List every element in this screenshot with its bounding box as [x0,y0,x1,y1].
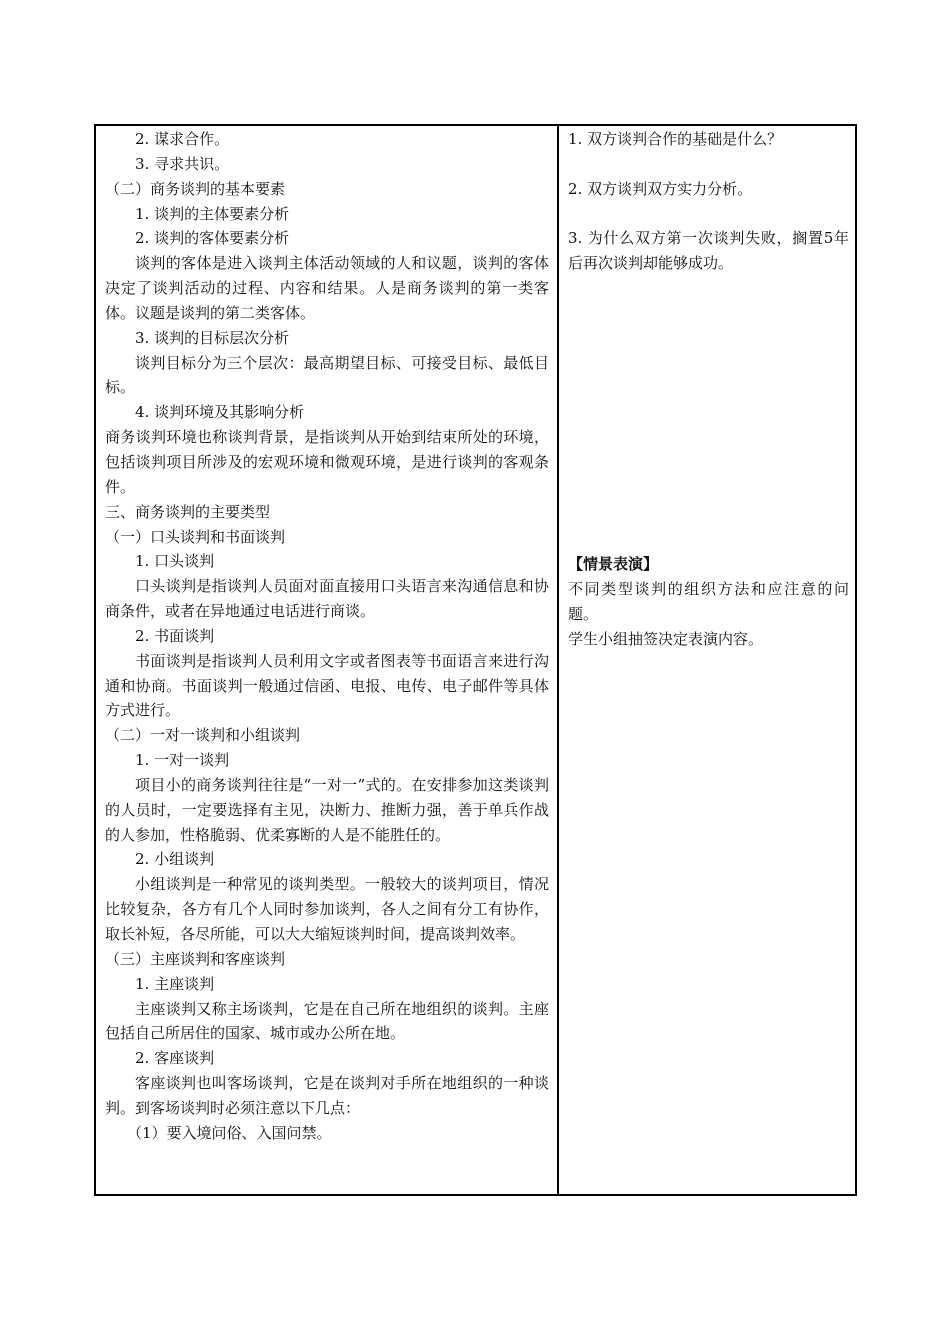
paragraph: 主座谈判又称主场谈判，它是在自己所在地组织的谈判。主座包括自己所居住的国家、城市或办公所在地。 [105,999,549,1043]
paragraph: 客座谈判也叫客场谈判，它是在谈判对手所在地组织的一种谈判。到客场谈判时必须注意以下几点： [105,1074,549,1117]
role-play-instruction: 学生小组抽签决定表演内容。 [568,629,764,648]
section-heading: （二）商务谈判的基本要素 [105,179,286,198]
paragraph: 小组谈判是一种常见的谈判类型。一般较大的谈判项目，情况比较复杂，各方有几个人同时参加谈判，各人之间有分工有协作，取长补短，各尽所能，可以大大缩短谈判时间，提高谈判效率。 [105,875,549,943]
text-line: 3. 寻求共识。 [135,154,230,173]
paragraph: 书面谈判是指谈判人员利用文字或者图表等书面语言来进行沟通和协商。书面谈判一般通过信函、电报、电传、电子邮件等具体方式进行。 [105,651,549,720]
subsection-heading: 1. 谈判的主体要素分析 [135,204,290,223]
subsection-heading: 2. 客座谈判 [135,1049,215,1068]
role-play-description: 不同类型谈判的组织方法和应注意的问题。 [568,579,849,623]
subsection-heading: 2. 书面谈判 [135,626,215,645]
paragraph: 口头谈判是指谈判人员面对面直接用口头语言来沟通信息和协商条件，或者在异地通过电话进行商谈。 [105,577,549,621]
paragraph: 谈判的客体是进入谈判主体活动领域的人和议题，谈判的客体决定了谈判活动的过程、内容和结果。人是商务谈判的第一类客体。议题是谈判的第二类客体。 [105,254,549,322]
section-heading: （三）主座谈判和客座谈判 [105,949,286,968]
subsection-heading: 2. 谈判的客体要素分析 [135,229,290,248]
discussion-question: 2. 双方谈判双方实力分析。 [568,179,753,198]
activity-column [559,126,855,1194]
subsection-heading: 2. 小组谈判 [135,850,215,869]
subsection-heading: 4. 谈判环境及其影响分析 [135,403,305,422]
role-play-heading: 【情景表演】 [568,555,659,573]
subsection-heading: 1. 口头谈判 [135,552,215,571]
document-table [94,124,857,1196]
text-line: 2. 谋求合作。 [135,130,230,148]
chapter-heading: 三、商务谈判的主要类型 [105,502,271,521]
subsection-heading: 1. 一对一谈判 [135,751,230,770]
list-item: （1）要入境问俗、入国问禁。 [127,1123,332,1142]
section-heading: （一）口头谈判和书面谈判 [105,527,286,546]
subsection-heading: 3. 谈判的目标层次分析 [135,328,290,347]
discussion-question: 3. 为什么双方第一次谈判失败，搁置5年后再次谈判却能够成功。 [568,229,849,273]
subsection-heading: 1. 主座谈判 [135,974,215,993]
role-play-section [568,552,849,651]
discussion-question: 1. 双方谈判合作的基础是什么？ [568,130,783,148]
paragraph: 项目小的商务谈判往往是“一对一”式的。在安排参加这类谈判的人员时，一定要选择有主见，决断力、推断力强，善于单兵作战的人参加，性格脆弱、优柔寡断的人是不能胜任的。 [105,775,549,844]
lesson-content-column [96,126,559,1194]
section-heading: （二）一对一谈判和小组谈判 [105,726,301,745]
paragraph: 谈判目标分为三个层次：最高期望目标、可接受目标、最低目标。 [105,353,549,397]
paragraph: 商务谈判环境也称谈判背景，是指谈判从开始到结束所处的环境，包括谈判项目所涉及的宏观环境和微观环境，是进行谈判的客观条件。 [105,428,549,496]
